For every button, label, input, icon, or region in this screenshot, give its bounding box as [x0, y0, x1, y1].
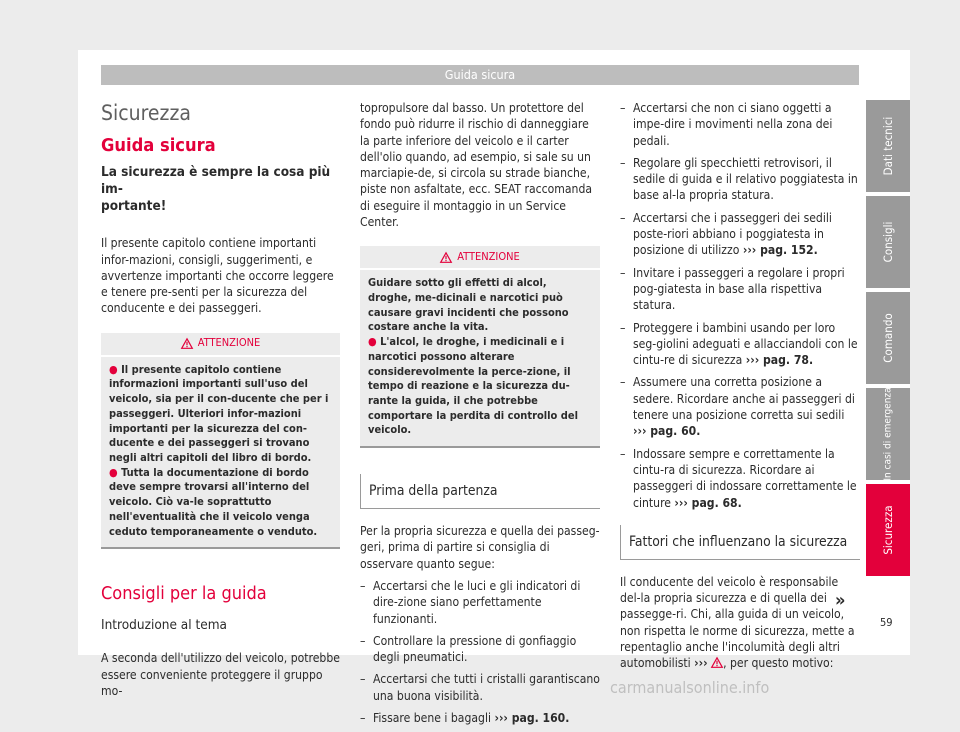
- page-number: 59: [880, 616, 893, 629]
- section-heading: Fattori che influenzano la sicurezza: [620, 525, 860, 560]
- list-item: – Proteggere i bambini usando per loro seg-giolini adeguati e allacciandoli con le cintu-re di sicurezza ››› pag. 78.: [620, 320, 860, 369]
- section-heading: Prima della partenza: [360, 474, 600, 509]
- column-1: [101, 98, 340, 699]
- list-item: – Accertarsi che le luci e gli indicatori di dire-zione siano perfettamente funzionanti.: [360, 578, 600, 627]
- tab-dati-tecnici[interactable]: Dati tecnici: [866, 100, 910, 192]
- page-reference-link[interactable]: ››› pag. 160.: [494, 711, 570, 726]
- warning-reference-link[interactable]: ›››: [694, 656, 708, 671]
- checklist: [360, 578, 600, 726]
- warning-text: Guidare sotto gli effetti di alcol, droghe, me-dicinali e narcotici può causare gravi incidenti che possono costare anche la vita.: [368, 276, 569, 334]
- warning-triangle-icon: [711, 657, 723, 668]
- list-item: – Fissare bene i bagagli ››› pag. 160.: [360, 710, 600, 726]
- subsection-title: La sicurezza è sempre la cosa più im- portante!: [101, 164, 331, 215]
- intro-paragraph: Il presente capitolo contiene importanti infor-mazioni, consigli, suggerimenti, e avvertenze importanti che occorre leggere e tenere pre-senti per la sicurezza del conducente e dei passeggeri.: [101, 236, 334, 316]
- page-reference-link[interactable]: ››› pag. 152.: [742, 243, 818, 258]
- warning-header: [360, 246, 600, 270]
- list-item: – Regolare gli specchietti retrovisori, il sedile di guida e il relativo poggiatesta in base al-la propria statura.: [620, 155, 860, 204]
- list-item: – Assumere una corretta posizione a sedere. Ricordare anche ai passeggeri di tenere una posizione corretta sui sedili ››› pag. 60.: [620, 374, 860, 439]
- warning-label: ATTENZIONE: [197, 336, 261, 350]
- tab-comando[interactable]: Comando: [866, 292, 910, 384]
- page-reference-link[interactable]: ››› pag. 68.: [674, 495, 742, 510]
- list-item: – Controllare la pressione di gonfiaggio degli pneumatici.: [360, 633, 600, 666]
- list-item: – Accertarsi che tutti i cristalli garantiscano una buona visibilità.: [360, 671, 600, 704]
- column-3: [620, 100, 860, 672]
- warning-label: ATTENZIONE: [457, 250, 520, 264]
- body-paragraph: topropulsore dal basso. Un protettore del fondo può ridurre il rischio di danneggiare la parte inferiore del veicolo e il carter dell'olio quando, ad esempio, si sale su un marciapie-de, si circola su strade bianche, piste non asfaltate, ecc. SEAT raccomanda di eseguire il montaggio in un Service Center.: [360, 101, 593, 230]
- list-item: – Indossare sempre e correttamente la cintu-ra di sicurezza. Ricordare ai passeggeri di indossare correttamente le cinture ››› pag. 68.: [620, 446, 860, 511]
- page-reference-link[interactable]: ››› pag. 60.: [633, 424, 701, 439]
- subsection-heading: Introduzione al tema: [101, 617, 227, 634]
- running-header: Guida sicura: [101, 65, 859, 85]
- tab-sicurezza[interactable]: Sicurezza: [866, 484, 910, 576]
- warning-bullet: ● L'alcol, le droghe, i medicinali e i narcotici possono alterare considerevolmente la perce-zione, il tempo di reazione e la sicurezza du-rante la guida, il che potrebbe comportare la perdita di controllo del veicolo.: [368, 335, 578, 437]
- page-reference-link[interactable]: ››› pag. 78.: [745, 353, 814, 368]
- body-paragraph: Il conducente del veicolo è responsabile del-la propria sicurezza e di quella dei passegge-ri. Chi, alla guida di un veicolo, non rispetta le norme di sicurezza, mette a repentaglio anche l'incolumità degli altri automobilisti ››› , per questo motivo:: [620, 574, 855, 671]
- list-item: – Accertarsi che i passeggeri dei sedili poste-riori abbiano i poggiatesta in posizione di utilizzo ››› pag. 152.: [620, 210, 860, 259]
- intro-paragraph: Per la propria sicurezza e quella dei passeg-geri, prima di partire si consiglia di osservare quanto segue:: [360, 524, 600, 571]
- warning-triangle-icon: [440, 252, 452, 263]
- warning-box: [101, 333, 340, 549]
- tab-in-casi-di-emergenza[interactable]: In casi di emergenza: [866, 388, 910, 480]
- warning-header: [101, 333, 340, 357]
- warning-box: [360, 246, 600, 448]
- warning-bullet: ● Il presente capitolo contiene informazioni importanti sull'uso del veicolo, sia per il con-ducente che per i passeggeri. Ulteriori infor-mazioni importanti per la sicurezza del con-ducente e dei passeggeri si trovano negli altri capitoli del libro di bordo.: [109, 362, 329, 464]
- column-2: [360, 100, 600, 732]
- checklist: [620, 100, 860, 511]
- continued-marker: »: [835, 590, 846, 611]
- warning-triangle-icon: [181, 338, 193, 349]
- list-item: – Accertarsi che non ci siano oggetti a impe-dire i movimenti nella zona dei pedali.: [620, 100, 860, 149]
- tab-consigli[interactable]: Consigli: [866, 196, 910, 288]
- section-heading: Consigli per la guida: [101, 583, 267, 605]
- watermark: carmanualsonline.info: [610, 678, 770, 697]
- body-paragraph: A seconda dell'utilizzo del veicolo, potrebbe essere conveniente proteggere il gruppo mo-: [101, 651, 340, 698]
- chapter-tabs: [866, 100, 910, 580]
- warning-bullet: ● Tutta la documentazione di bordo deve sempre trovarsi all'interno del veicolo. Ciò va-le soprattutto nell'eventualità che il veicolo venga ceduto temporaneamente o venduto.: [109, 465, 318, 538]
- list-item: – Invitare i passeggeri a regolare i propri pog-giatesta in base alla rispettiva statura.: [620, 265, 860, 314]
- chapter-title: Sicurezza: [101, 101, 191, 125]
- section-title: Guida sicura: [101, 135, 216, 156]
